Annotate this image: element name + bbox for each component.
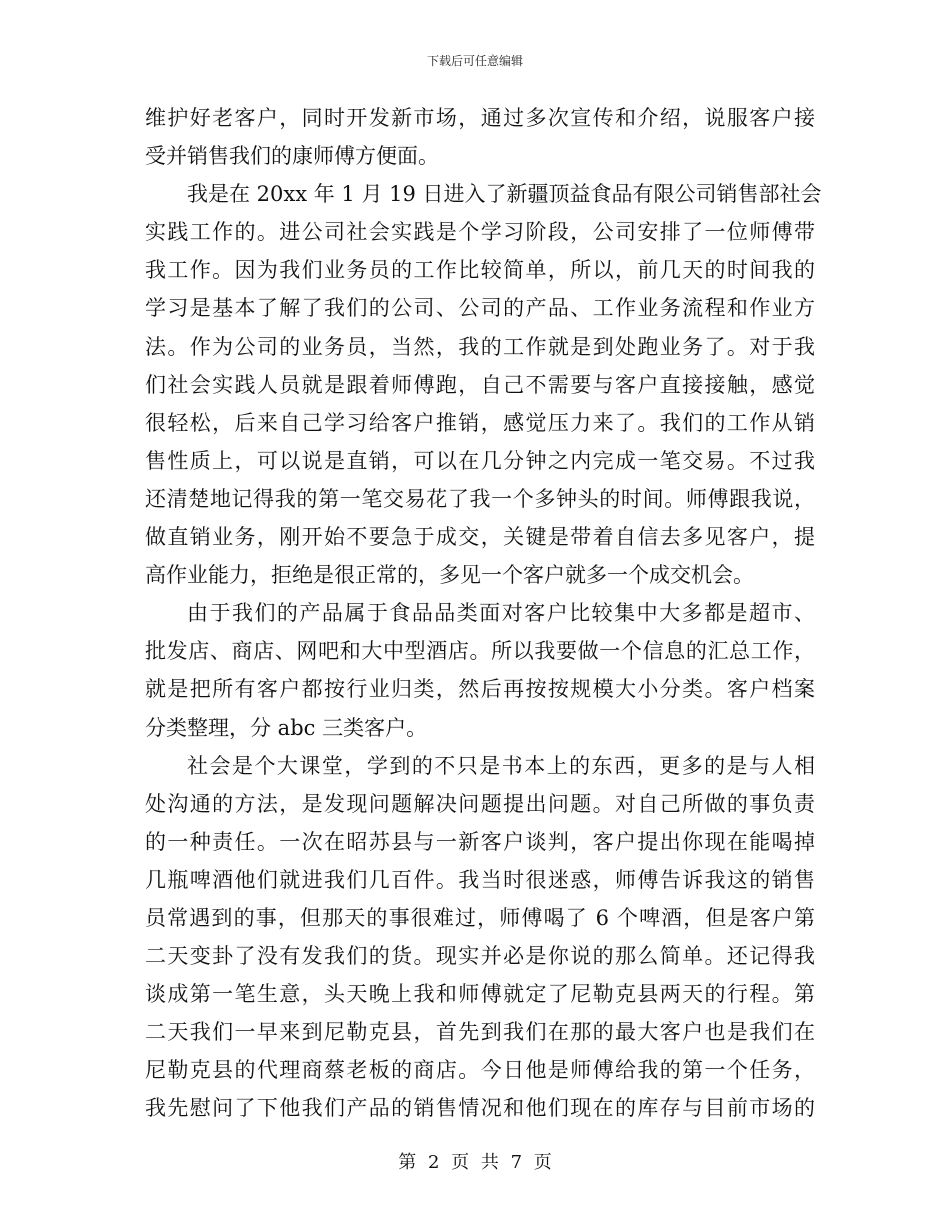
text-line: 几瓶啤酒他们就进我们几百件。我当时很迷惑，师傅告诉我这的销售 [145,867,815,892]
text-line: 我先慰问了下他我们产品的销售情况和他们现在的库存与目前市场的 [145,1096,815,1121]
text-line: 实践工作的。进公司社会实践是个学习阶段，公司安排了一位师傅带 [145,220,815,245]
text-line: 批发店、商店、网吧和大中型酒店。所以我要做一个信息的汇总工作， [145,639,815,664]
text-line: 维护好老客户，同时开发新市场，通过多次宣传和介绍，说服客户接 [145,106,815,130]
text-line: 高作业能力，拒绝是很正常的，多见一个客户就多一个成交机会。 [145,563,754,588]
text-line: 分类整理，分 abc 三类客户。 [145,715,428,740]
text-line: 谈成第一笔生意，头天晚上我和师傅就定了尼勒克县两天的行程。第 [145,982,815,1007]
text-line: 学习是基本了解了我们的公司、公司的产品、工作业务流程和作业方 [145,296,815,321]
text-line: 受并销售我们的康师傅方便面。 [145,144,439,169]
text-line: 很轻松，后来自己学习给客户推销，感觉压力来了。我们的工作从销 [145,410,815,435]
text-line: 尼勒克县的代理商蔡老板的商店。今日他是师傅给我的第一个任务， [145,1058,815,1083]
text-line: 们社会实践人员就是跟着师傅跑，自己不需要与客户直接接触，感觉 [145,372,815,397]
text-line: 二天变卦了没有发我们的货。现实并必是你说的那么简单。还记得我 [145,944,815,969]
text-line: 做直销业务，刚开始不要急于成交，关键是带着自信去多见客户，提 [145,525,815,550]
text-line: 二天我们一早来到尼勒克县，首先到我们在那的最大客户也是我们在 [145,1020,815,1045]
text-line: 员常遇到的事，但那天的事很难过，师傅喝了 6 个啤酒，但是客户第 [145,905,815,930]
text-line: 的一种责任。一次在昭苏县与一新客户谈判，客户提出你现在能喝掉 [145,829,815,854]
page-footer: 第 2 页 共 7 页 [398,1152,552,1173]
text-line: 售性质上，可以说是直销，可以在几分钟之内完成一笔交易。不过我 [145,448,815,473]
document-body [145,99,822,1128]
text-line: 法。作为公司的业务员，当然，我的工作就是到处跑业务了。对于我 [145,334,815,359]
text-line: 还清楚地记得我的第一笔交易花了我一个多钟头的时间。师傅跟我说， [145,486,815,511]
text-line: 社会是个大课堂，学到的不只是书本上的东西，更多的是与人相 [187,753,815,778]
text-line: 处沟通的方法，是发现问题解决问题提出问题。对自己所做的事负责 [145,791,815,816]
text-line: 就是把所有客户都按行业归类，然后再按按规模大小分类。客户档案 [145,677,815,702]
text-line: 我是在 20xx 年 1 月 19 日进入了新疆顶益食品有限公司销售部社会 [187,182,822,207]
text-line: 我工作。因为我们业务员的工作比较简单，所以，前几天的时间我的 [145,258,815,283]
text-line: 由于我们的产品属于食品品类面对客户比较集中大多都是超市、 [187,601,815,626]
page-header: 下载后可任意编辑 [426,54,523,68]
